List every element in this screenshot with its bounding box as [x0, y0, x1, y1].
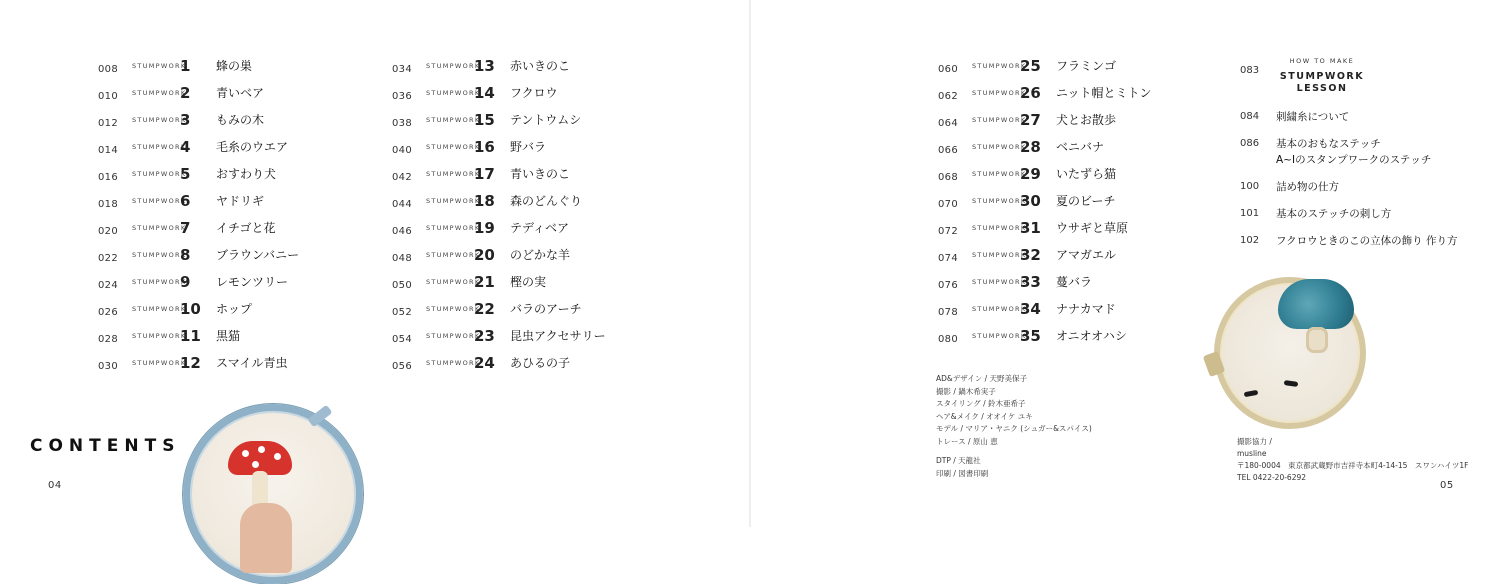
stumpwork-label: STUMPWORK [132, 89, 187, 97]
project-title: スマイル青虫 [216, 356, 288, 370]
toc-page-number: 020 [98, 226, 118, 237]
project-title: 樫の実 [510, 275, 547, 289]
toc-page-number: 022 [98, 253, 118, 264]
project-title: 昆虫アクセサリー [510, 329, 606, 343]
hoop-screw [307, 405, 332, 428]
project-title: 黒猫 [216, 329, 241, 343]
toc-page-number: 056 [392, 361, 412, 372]
stumpwork-label: STUMPWORK [132, 62, 187, 70]
project-number: 32 [1020, 246, 1041, 264]
hand [240, 503, 292, 573]
toc-page-number: 072 [938, 226, 958, 237]
project-number: 21 [474, 273, 495, 291]
stumpwork-label: STUMPWORK [972, 170, 1027, 178]
toc-page-number: 050 [392, 280, 412, 291]
stumpwork-label: STUMPWORK [132, 359, 187, 367]
lesson-title-line2: LESSON [1296, 83, 1348, 94]
toc-page-number: 044 [392, 199, 412, 210]
project-number: 30 [1020, 192, 1041, 210]
toc-page-number: 076 [938, 280, 958, 291]
stumpwork-label: STUMPWORK [426, 197, 481, 205]
staff-credits [936, 373, 1092, 480]
stumpwork-label: STUMPWORK [426, 224, 481, 232]
stumpwork-label: STUMPWORK [972, 278, 1027, 286]
project-title: ナナカマド [1056, 302, 1116, 316]
project-title: のどかな羊 [510, 248, 571, 262]
project-number: 8 [180, 246, 191, 264]
project-title: 野バラ [510, 140, 547, 154]
project-title: もみの木 [216, 113, 265, 127]
stumpwork-label: STUMPWORK [132, 278, 187, 286]
project-number: 31 [1020, 219, 1041, 237]
hoop-screw [1203, 351, 1226, 377]
stumpwork-label: STUMPWORK [426, 251, 481, 259]
lesson-item-title: フクロウときのこの立体の飾り 作り方 [1276, 235, 1458, 247]
credit-line: DTP / 天龍社 [936, 456, 981, 465]
lesson-item-title: 基本のステッチの刺し方 [1276, 208, 1392, 220]
project-number: 25 [1020, 57, 1041, 75]
project-title: テディベア [510, 221, 570, 235]
page-number-left: 04 [48, 480, 62, 491]
stumpwork-label: STUMPWORK [972, 116, 1027, 124]
how-to-make-label: HOW TO MAKE [1289, 57, 1355, 65]
stumpwork-label: STUMPWORK [426, 170, 481, 178]
red-mushroom-cap [228, 441, 292, 475]
project-title: ベニバナ [1056, 140, 1105, 154]
project-number: 33 [1020, 273, 1041, 291]
stumpwork-label: STUMPWORK [426, 62, 481, 70]
project-title: 青いベア [216, 86, 265, 100]
toc-page-number: 040 [392, 145, 412, 156]
blue-mushroom-cap [1278, 279, 1354, 329]
blue-mushroom-hoop-photo [1214, 277, 1366, 429]
project-title: テントウムシ [510, 113, 582, 127]
project-number: 1 [180, 57, 191, 75]
project-number: 13 [474, 57, 495, 75]
lesson-item-page: 102 [1240, 235, 1260, 246]
credit-line: AD&デザイン / 天野美保子 [936, 374, 1028, 383]
project-title: あひるの子 [510, 356, 571, 370]
lesson-page-number: 083 [1240, 65, 1260, 76]
credit-line: 撮影 / 鍋木希実子 [936, 386, 996, 396]
project-title: フクロウ [510, 86, 558, 100]
lesson-item-subtitle: A~Iのスタンプワークのステッチ [1276, 154, 1432, 166]
toc-page-number: 060 [938, 64, 958, 75]
stumpwork-label: STUMPWORK [972, 305, 1027, 313]
project-title: 犬とお散歩 [1056, 113, 1117, 127]
project-title: フラミンゴ [1056, 59, 1117, 73]
stumpwork-label: STUMPWORK [972, 143, 1027, 151]
cooperation-line: TEL 0422-20-6292 [1237, 473, 1307, 482]
project-title: ホップ [216, 302, 253, 316]
toc-page-number: 066 [938, 145, 958, 156]
project-title: 赤いきのこ [510, 59, 571, 73]
stumpwork-label: STUMPWORK [972, 62, 1027, 70]
red-mushroom-hoop-photo [183, 404, 363, 584]
project-number: 18 [474, 192, 495, 210]
toc-page-number: 048 [392, 253, 412, 264]
project-number: 27 [1020, 111, 1041, 129]
stumpwork-label: STUMPWORK [132, 332, 187, 340]
project-number: 28 [1020, 138, 1041, 156]
toc-page-number: 008 [98, 64, 118, 75]
ant-icon [1244, 390, 1259, 397]
ant-icon [1284, 380, 1299, 387]
project-number: 10 [180, 300, 201, 318]
toc-page-number: 012 [98, 118, 118, 129]
project-number: 35 [1020, 327, 1041, 345]
stumpwork-label: STUMPWORK [132, 116, 187, 124]
lesson-item-title: 詰め物の仕方 [1276, 181, 1339, 193]
lesson-title-line1: STUMPWORK [1279, 71, 1365, 82]
toc-page-number: 042 [392, 172, 412, 183]
stumpwork-label: STUMPWORK [426, 305, 481, 313]
project-number: 3 [180, 111, 191, 129]
project-title: いたずら猫 [1056, 167, 1117, 181]
toc-page-number: 052 [392, 307, 412, 318]
project-number: 9 [180, 273, 191, 291]
toc-page-number: 070 [938, 199, 958, 210]
project-title: 毛糸のウエア [216, 140, 289, 154]
project-title: ブラウンバニー [216, 248, 300, 262]
project-title: ヤドリギ [216, 194, 265, 208]
project-title: 森のどんぐり [510, 194, 583, 208]
stumpwork-label: STUMPWORK [132, 143, 187, 151]
toc-page-number: 034 [392, 64, 412, 75]
project-title: ウサギと草原 [1056, 221, 1129, 235]
toc-page-number: 062 [938, 91, 958, 102]
toc-page-number: 016 [98, 172, 118, 183]
project-number: 15 [474, 111, 495, 129]
project-number: 6 [180, 192, 191, 210]
project-number: 24 [474, 354, 495, 372]
credit-line: 印刷 / 図書印刷 [936, 468, 989, 478]
toc-page-number: 038 [392, 118, 412, 129]
credit-line: トレース / 原山 恵 [936, 436, 998, 446]
lesson-item-title: 刺繍糸について [1276, 111, 1350, 123]
project-number: 19 [474, 219, 495, 237]
cooperation-line: 〒180-0004 東京都武蔵野市吉祥寺本町4-14-15 スワンハイツ1F [1237, 461, 1469, 470]
contents-heading: CONTENTS [30, 436, 181, 456]
project-number: 2 [180, 84, 191, 102]
lesson-item-page: 101 [1240, 208, 1260, 219]
page-number-right: 05 [1440, 480, 1454, 491]
toc-page-number: 054 [392, 334, 412, 345]
project-number: 22 [474, 300, 495, 318]
stumpwork-label: STUMPWORK [972, 197, 1027, 205]
project-number: 17 [474, 165, 495, 183]
stumpwork-label: STUMPWORK [132, 224, 187, 232]
toc-page-number: 030 [98, 361, 118, 372]
credit-line: モデル / マリア・ヤニク (シュガー&スパイス) [936, 424, 1092, 433]
toc-page-number: 046 [392, 226, 412, 237]
toc-page-number: 074 [938, 253, 958, 264]
project-title: 夏のビーチ [1056, 194, 1116, 208]
lesson-item-title: 基本のおもなステッチ [1276, 138, 1381, 150]
project-number: 12 [180, 354, 201, 372]
project-title: 蜂の巣 [216, 59, 253, 73]
project-title: ニット帽とミトン [1056, 86, 1152, 100]
project-number: 23 [474, 327, 495, 345]
project-title: アマガエル [1056, 248, 1117, 262]
project-number: 4 [180, 138, 191, 156]
project-number: 20 [474, 246, 495, 264]
project-number: 34 [1020, 300, 1041, 318]
right-page [750, 0, 1500, 527]
stumpwork-label: STUMPWORK [426, 116, 481, 124]
project-number: 11 [180, 327, 201, 345]
toc-page-number: 068 [938, 172, 958, 183]
credit-line: スタイリング / 鈴木亜希子 [936, 399, 1026, 408]
photo-cooperation [1237, 436, 1468, 484]
project-title: 青いきのこ [510, 167, 571, 181]
project-title: オニオオハシ [1056, 329, 1127, 343]
stumpwork-label: STUMPWORK [426, 143, 481, 151]
cooperation-line: 撮影協力 / [1237, 437, 1272, 446]
blue-mushroom-stem [1306, 327, 1328, 353]
toc-page-number: 024 [98, 280, 118, 291]
toc-page-number: 080 [938, 334, 958, 345]
project-title: レモンツリー [216, 275, 289, 289]
stumpwork-label: STUMPWORK [426, 359, 481, 367]
toc-page-number: 036 [392, 91, 412, 102]
stumpwork-label: STUMPWORK [132, 170, 187, 178]
project-title: バラのアーチ [510, 302, 582, 316]
stumpwork-label: STUMPWORK [426, 332, 481, 340]
toc-page-number: 028 [98, 334, 118, 345]
project-number: 26 [1020, 84, 1041, 102]
lesson-item-page: 100 [1240, 181, 1260, 192]
stumpwork-label: STUMPWORK [132, 251, 187, 259]
toc-page-number: 010 [98, 91, 118, 102]
toc-page-number: 026 [98, 307, 118, 318]
toc-page-number: 078 [938, 307, 958, 318]
left-page [0, 0, 750, 527]
lesson-item-page: 084 [1240, 111, 1260, 122]
stumpwork-label: STUMPWORK [426, 89, 481, 97]
lesson-item-page: 086 [1240, 138, 1260, 149]
stumpwork-label: STUMPWORK [972, 251, 1027, 259]
project-number: 5 [180, 165, 191, 183]
stumpwork-label: STUMPWORK [972, 89, 1027, 97]
stumpwork-label: STUMPWORK [972, 332, 1027, 340]
project-number: 16 [474, 138, 495, 156]
project-title: 蔓バラ [1056, 275, 1093, 289]
credit-line: ヘア&メイク / オオイケ ユキ [936, 411, 1033, 421]
project-number: 29 [1020, 165, 1041, 183]
toc-page-number: 064 [938, 118, 958, 129]
stumpwork-label: STUMPWORK [426, 278, 481, 286]
stumpwork-label: STUMPWORK [132, 197, 187, 205]
project-number: 14 [474, 84, 495, 102]
stumpwork-label: STUMPWORK [132, 305, 187, 313]
stumpwork-label: STUMPWORK [972, 224, 1027, 232]
toc-page-number: 018 [98, 199, 118, 210]
project-title: イチゴと花 [216, 221, 276, 235]
cooperation-line: musline [1237, 449, 1267, 458]
toc-page-number: 014 [98, 145, 118, 156]
project-title: おすわり犬 [216, 167, 277, 181]
project-number: 7 [180, 219, 191, 237]
